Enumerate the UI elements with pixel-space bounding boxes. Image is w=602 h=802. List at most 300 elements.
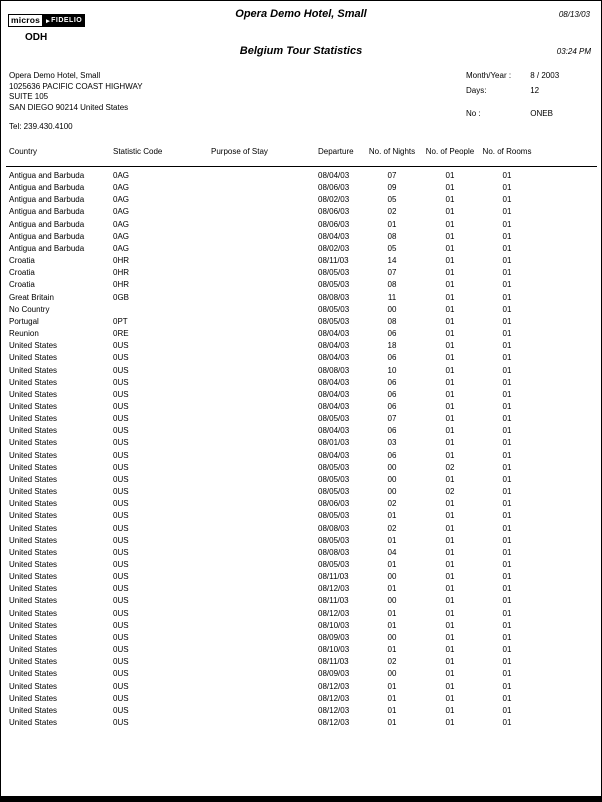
- table-row: [9, 194, 534, 206]
- cell-no-of-nights: 10: [387, 365, 397, 375]
- cell-no-of-rooms: 01: [502, 219, 512, 229]
- cell-statistic-code: 0US: [113, 389, 129, 399]
- cell-no-of-people: 01: [445, 377, 455, 387]
- cell-no-of-rooms: 01: [502, 645, 512, 655]
- cell-country: United States: [9, 365, 58, 375]
- cell-departure: 08/12/03: [318, 693, 350, 703]
- cell-departure: 08/05/03: [318, 280, 350, 290]
- days-label: Days:: [466, 86, 487, 95]
- col-header-purpose-of-stay: Purpose of Stay: [211, 147, 268, 156]
- cell-no-of-people: 01: [445, 450, 455, 460]
- table-row: [9, 705, 534, 717]
- cell-no-of-rooms: 01: [502, 462, 512, 472]
- cell-country: United States: [9, 693, 58, 703]
- cell-purpose-of-stay: [211, 632, 318, 644]
- property-address-line1: 1025636 PACIFIC COAST HIGHWAY: [9, 81, 143, 91]
- cell-no-of-people: 01: [445, 499, 455, 509]
- cell-departure: 08/08/03: [318, 523, 350, 533]
- cell-country: United States: [9, 535, 58, 545]
- cell-statistic-code: 0US: [113, 705, 129, 715]
- cell-no-of-people: 01: [445, 329, 455, 339]
- cell-departure: 08/04/03: [318, 426, 350, 436]
- cell-no-of-people: 01: [445, 207, 455, 217]
- cell-purpose-of-stay: [211, 170, 318, 182]
- cell-country: Antigua and Barbuda: [9, 171, 85, 180]
- cell-country: United States: [9, 438, 58, 448]
- cell-no-of-rooms: 01: [502, 329, 512, 339]
- cell-no-of-nights: 07: [387, 171, 397, 180]
- cell-statistic-code: 0AG: [113, 195, 130, 205]
- cell-no-of-rooms: 01: [502, 693, 512, 703]
- print-time: 03:24 PM: [556, 47, 591, 56]
- table-row: [9, 425, 534, 437]
- cell-no-of-people: 02: [445, 462, 455, 472]
- cell-no-of-nights: 08: [387, 280, 397, 290]
- cell-country: Antigua and Barbuda: [9, 243, 85, 253]
- cell-statistic-code: 0US: [113, 632, 129, 642]
- cell-statistic-code: 0US: [113, 547, 129, 557]
- cell-country: United States: [9, 547, 58, 557]
- cell-purpose-of-stay: [211, 401, 318, 413]
- cell-no-of-people: 01: [445, 195, 455, 205]
- cell-no-of-nights: 06: [387, 450, 397, 460]
- cell-no-of-nights: 00: [387, 304, 397, 314]
- cell-statistic-code: 0AG: [113, 231, 130, 241]
- table-row: [9, 474, 534, 486]
- cell-purpose-of-stay: [211, 547, 318, 559]
- cell-country: United States: [9, 572, 58, 582]
- cell-departure: 08/04/03: [318, 450, 350, 460]
- cell-statistic-code: 0PT: [113, 316, 128, 326]
- cell-country: Croatia: [9, 256, 35, 266]
- cell-purpose-of-stay: [211, 365, 318, 377]
- month-year-label: Month/Year :: [466, 71, 512, 80]
- cell-no-of-people: 02: [445, 487, 455, 497]
- cell-statistic-code: 0US: [113, 365, 129, 375]
- cell-purpose-of-stay: [211, 462, 318, 474]
- cell-statistic-code: 0US: [113, 462, 129, 472]
- table-header-row: [9, 147, 534, 156]
- table-row: [9, 523, 534, 535]
- cell-purpose-of-stay: [211, 668, 318, 680]
- cell-departure: 08/12/03: [318, 705, 350, 715]
- table-row: [9, 328, 534, 340]
- cell-departure: 08/04/03: [318, 389, 350, 399]
- cell-country: No Country: [9, 304, 50, 314]
- hotel-title: Opera Demo Hotel, Small: [235, 8, 367, 20]
- cell-no-of-nights: 00: [387, 596, 397, 606]
- cell-no-of-nights: 01: [387, 681, 397, 691]
- cell-purpose-of-stay: [211, 425, 318, 437]
- cell-purpose-of-stay: [211, 206, 318, 218]
- table-row: [9, 668, 534, 680]
- cell-purpose-of-stay: [211, 486, 318, 498]
- cell-no-of-rooms: 01: [502, 511, 512, 521]
- cell-no-of-nights: 02: [387, 207, 397, 217]
- cell-no-of-rooms: 01: [502, 632, 512, 642]
- cell-no-of-nights: 09: [387, 183, 397, 193]
- cell-statistic-code: 0US: [113, 341, 129, 351]
- cell-departure: 08/05/03: [318, 487, 350, 497]
- cell-no-of-people: 01: [445, 718, 455, 728]
- col-header-no-of-people: No. of People: [425, 147, 475, 156]
- cell-statistic-code: 0US: [113, 377, 129, 387]
- fidelio-logo-text: FIDELIO: [51, 17, 83, 24]
- cell-no-of-rooms: 01: [502, 523, 512, 533]
- cell-no-of-nights: 00: [387, 632, 397, 642]
- cell-departure: 08/06/03: [318, 499, 350, 509]
- cell-statistic-code: 0US: [113, 596, 129, 606]
- cell-departure: 08/06/03: [318, 207, 350, 217]
- cell-no-of-people: 01: [445, 669, 455, 679]
- cell-country: United States: [9, 608, 58, 618]
- cell-no-of-nights: 06: [387, 329, 397, 339]
- cell-country: United States: [9, 487, 58, 497]
- cell-statistic-code: 0GB: [113, 292, 130, 302]
- cell-purpose-of-stay: [211, 644, 318, 656]
- cell-no-of-nights: 06: [387, 426, 397, 436]
- cell-country: United States: [9, 596, 58, 606]
- cell-country: Croatia: [9, 268, 35, 278]
- cell-statistic-code: 0US: [113, 487, 129, 497]
- cell-no-of-rooms: 01: [502, 377, 512, 387]
- cell-no-of-people: 01: [445, 523, 455, 533]
- cell-no-of-nights: 02: [387, 499, 397, 509]
- table-row: [9, 170, 534, 182]
- cell-country: United States: [9, 426, 58, 436]
- cell-no-of-rooms: 01: [502, 438, 512, 448]
- cell-no-of-nights: 01: [387, 584, 397, 594]
- cell-no-of-rooms: 01: [502, 450, 512, 460]
- cell-no-of-rooms: 01: [502, 608, 512, 618]
- table-row: [9, 498, 534, 510]
- cell-no-of-people: 01: [445, 231, 455, 241]
- cell-statistic-code: 0HR: [113, 280, 130, 290]
- cell-departure: 08/01/03: [318, 438, 350, 448]
- table-row: [9, 681, 534, 693]
- col-header-country: Country: [9, 147, 38, 156]
- cell-no-of-people: 01: [445, 353, 455, 363]
- cell-purpose-of-stay: [211, 510, 318, 522]
- cell-no-of-people: 01: [445, 365, 455, 375]
- cell-country: Antigua and Barbuda: [9, 207, 85, 217]
- cell-purpose-of-stay: [211, 316, 318, 328]
- cell-country: United States: [9, 377, 58, 387]
- cell-no-of-people: 01: [445, 256, 455, 266]
- cell-country: United States: [9, 669, 58, 679]
- cell-country: Antigua and Barbuda: [9, 183, 85, 193]
- cell-no-of-nights: 01: [387, 219, 397, 229]
- cell-no-of-rooms: 01: [502, 718, 512, 728]
- cell-departure: 08/11/03: [318, 256, 349, 266]
- cell-no-of-rooms: 01: [502, 426, 512, 436]
- cell-purpose-of-stay: [211, 292, 318, 304]
- cell-purpose-of-stay: [211, 474, 318, 486]
- cell-no-of-people: 01: [445, 183, 455, 193]
- cell-no-of-nights: 06: [387, 377, 397, 387]
- cell-purpose-of-stay: [211, 681, 318, 693]
- cell-no-of-nights: 08: [387, 231, 397, 241]
- table-row: [9, 316, 534, 328]
- cell-departure: 08/05/03: [318, 560, 350, 569]
- cell-statistic-code: 0US: [113, 401, 129, 411]
- cell-departure: 08/04/03: [318, 329, 350, 339]
- cell-no-of-nights: 01: [387, 608, 397, 618]
- cell-departure: 08/10/03: [318, 645, 350, 655]
- micros-logo-text: micros: [8, 14, 43, 27]
- cell-statistic-code: 0US: [113, 645, 129, 655]
- cell-purpose-of-stay: [211, 352, 318, 364]
- cell-no-of-rooms: 01: [502, 231, 512, 241]
- cell-statistic-code: 0US: [113, 474, 129, 484]
- cell-no-of-nights: 01: [387, 693, 397, 703]
- cell-no-of-people: 01: [445, 474, 455, 484]
- cell-purpose-of-stay: [211, 279, 318, 291]
- cell-departure: 08/04/03: [318, 231, 350, 241]
- cell-statistic-code: 0US: [113, 657, 129, 667]
- cell-no-of-rooms: 01: [502, 535, 512, 545]
- table-row: [9, 279, 534, 291]
- cell-no-of-rooms: 01: [502, 669, 512, 679]
- cell-departure: 08/05/03: [318, 316, 350, 326]
- cell-country: Croatia: [9, 280, 35, 290]
- cell-no-of-people: 01: [445, 219, 455, 229]
- cell-statistic-code: 0HR: [113, 256, 130, 266]
- cell-statistic-code: 0US: [113, 620, 129, 630]
- cell-country: Antigua and Barbuda: [9, 231, 85, 241]
- cell-purpose-of-stay: [211, 304, 318, 316]
- cell-departure: 08/05/03: [318, 414, 350, 424]
- cell-country: United States: [9, 499, 58, 509]
- table-row: [9, 608, 534, 620]
- cell-departure: 08/06/03: [318, 219, 350, 229]
- cell-purpose-of-stay: [211, 717, 318, 729]
- table-row: [9, 450, 534, 462]
- cell-statistic-code: 0HR: [113, 268, 130, 278]
- table-row: [9, 437, 534, 449]
- cell-statistic-code: 0AG: [113, 207, 130, 217]
- no-label: No :: [466, 109, 481, 118]
- cell-no-of-people: 01: [445, 645, 455, 655]
- cell-no-of-rooms: 01: [502, 560, 512, 569]
- cell-no-of-people: 01: [445, 535, 455, 545]
- cell-country: United States: [9, 681, 58, 691]
- cell-statistic-code: 0AG: [113, 243, 130, 253]
- cell-no-of-rooms: 01: [502, 365, 512, 375]
- cell-no-of-nights: 07: [387, 414, 397, 424]
- cell-departure: 08/08/03: [318, 547, 350, 557]
- cell-no-of-nights: 02: [387, 523, 397, 533]
- table-row: [9, 644, 534, 656]
- cell-country: United States: [9, 560, 58, 569]
- filter-month-year: [466, 71, 559, 80]
- cell-no-of-people: 01: [445, 401, 455, 411]
- header-divider-line: [6, 166, 597, 167]
- cell-statistic-code: 0US: [113, 669, 129, 679]
- col-header-no-of-rooms: No. of Rooms: [482, 147, 532, 156]
- cell-departure: 08/04/03: [318, 341, 350, 351]
- cell-statistic-code: 0US: [113, 438, 129, 448]
- cell-statistic-code: 0US: [113, 426, 129, 436]
- cell-no-of-people: 01: [445, 511, 455, 521]
- cell-purpose-of-stay: [211, 243, 318, 255]
- table-row: [9, 267, 534, 279]
- property-telephone: Tel: 239.430.4100: [9, 122, 73, 131]
- cell-no-of-rooms: 01: [502, 596, 512, 606]
- cell-purpose-of-stay: [211, 608, 318, 620]
- cell-no-of-people: 01: [445, 389, 455, 399]
- cell-no-of-nights: 14: [387, 256, 397, 266]
- cell-no-of-nights: 04: [387, 547, 397, 557]
- cell-departure: 08/05/03: [318, 511, 350, 521]
- cell-purpose-of-stay: [211, 413, 318, 425]
- cell-no-of-nights: 03: [387, 438, 397, 448]
- cell-no-of-rooms: 01: [502, 657, 512, 667]
- cell-no-of-rooms: 01: [502, 353, 512, 363]
- logo-arrow-icon: ▸: [46, 17, 51, 25]
- cell-no-of-rooms: 01: [502, 195, 512, 205]
- cell-purpose-of-stay: [211, 340, 318, 352]
- table-row: [9, 352, 534, 364]
- table-row: [9, 693, 534, 705]
- cell-no-of-nights: 08: [387, 316, 397, 326]
- page-bottom-bar: [1, 796, 601, 801]
- table-row: [9, 340, 534, 352]
- cell-country: United States: [9, 632, 58, 642]
- cell-no-of-rooms: 01: [502, 268, 512, 278]
- cell-purpose-of-stay: [211, 267, 318, 279]
- cell-purpose-of-stay: [211, 693, 318, 705]
- cell-purpose-of-stay: [211, 194, 318, 206]
- cell-purpose-of-stay: [211, 498, 318, 510]
- cell-purpose-of-stay: [211, 231, 318, 243]
- cell-purpose-of-stay: [211, 705, 318, 717]
- property-address-line2: SUITE 105: [9, 92, 49, 101]
- cell-purpose-of-stay: [211, 255, 318, 267]
- table-row: [9, 547, 534, 559]
- table-row: [9, 595, 534, 607]
- cell-statistic-code: 0US: [113, 572, 129, 582]
- cell-no-of-people: 01: [445, 620, 455, 630]
- cell-no-of-rooms: 01: [502, 547, 512, 557]
- cell-no-of-people: 01: [445, 693, 455, 703]
- cell-departure: 08/04/03: [318, 377, 350, 387]
- cell-no-of-rooms: 01: [502, 304, 512, 314]
- table-row: [9, 656, 534, 668]
- cell-country: United States: [9, 511, 58, 521]
- cell-purpose-of-stay: [211, 559, 318, 571]
- table-row: [9, 182, 534, 194]
- cell-departure: 08/09/03: [318, 669, 350, 679]
- cell-no-of-rooms: 01: [502, 171, 512, 180]
- cell-no-of-nights: 01: [387, 620, 397, 630]
- cell-no-of-nights: 00: [387, 474, 397, 484]
- cell-no-of-people: 01: [445, 705, 455, 715]
- cell-statistic-code: 0US: [113, 499, 129, 509]
- cell-purpose-of-stay: [211, 523, 318, 535]
- cell-departure: 08/04/03: [318, 401, 350, 411]
- cell-country: United States: [9, 401, 58, 411]
- cell-country: United States: [9, 414, 58, 424]
- cell-no-of-nights: 00: [387, 669, 397, 679]
- cell-country: United States: [9, 718, 58, 728]
- cell-statistic-code: 0US: [113, 560, 129, 569]
- col-header-no-of-nights: No. of Nights: [368, 147, 416, 156]
- cell-country: United States: [9, 657, 58, 667]
- cell-country: United States: [9, 705, 58, 715]
- cell-no-of-people: 01: [445, 608, 455, 618]
- cell-country: Antigua and Barbuda: [9, 195, 85, 205]
- col-header-departure: Departure: [318, 147, 354, 156]
- table-row: [9, 389, 534, 401]
- cell-no-of-rooms: 01: [502, 681, 512, 691]
- cell-purpose-of-stay: [211, 328, 318, 340]
- cell-no-of-nights: 00: [387, 487, 397, 497]
- cell-country: United States: [9, 474, 58, 484]
- cell-no-of-nights: 01: [387, 705, 397, 715]
- cell-no-of-nights: 00: [387, 572, 397, 582]
- cell-no-of-people: 01: [445, 304, 455, 314]
- cell-purpose-of-stay: [211, 450, 318, 462]
- cell-no-of-nights: 18: [387, 341, 397, 351]
- cell-purpose-of-stay: [211, 620, 318, 632]
- cell-no-of-rooms: 01: [502, 572, 512, 582]
- cell-country: United States: [9, 523, 58, 533]
- cell-country: United States: [9, 462, 58, 472]
- cell-no-of-rooms: 01: [502, 499, 512, 509]
- print-date: 08/13/03: [558, 10, 590, 19]
- cell-no-of-nights: 06: [387, 401, 397, 411]
- cell-no-of-rooms: 01: [502, 584, 512, 594]
- cell-no-of-rooms: 01: [502, 183, 512, 193]
- cell-country: Portugal: [9, 316, 39, 326]
- table-row: [9, 620, 534, 632]
- cell-no-of-rooms: 01: [502, 316, 512, 326]
- cell-country: Antigua and Barbuda: [9, 219, 85, 229]
- cell-no-of-nights: 06: [387, 389, 397, 399]
- cell-no-of-rooms: 01: [502, 292, 512, 302]
- cell-no-of-people: 01: [445, 268, 455, 278]
- cell-no-of-people: 01: [445, 547, 455, 557]
- property-name: Opera Demo Hotel, Small: [9, 71, 101, 80]
- cell-no-of-people: 01: [445, 657, 455, 667]
- cell-statistic-code: 0US: [113, 450, 129, 460]
- cell-departure: 08/05/03: [318, 268, 350, 278]
- cell-statistic-code: 0AG: [113, 171, 130, 180]
- cell-purpose-of-stay: [211, 656, 318, 668]
- cell-departure: 08/11/03: [318, 572, 349, 582]
- filter-days: [466, 86, 539, 95]
- cell-statistic-code: 0AG: [113, 183, 130, 193]
- cell-purpose-of-stay: [211, 583, 318, 595]
- cell-departure: 08/12/03: [318, 584, 350, 594]
- cell-no-of-people: 01: [445, 243, 455, 253]
- table-row: [9, 571, 534, 583]
- report-title: Belgium Tour Statistics: [239, 45, 363, 57]
- table-row: [9, 304, 534, 316]
- cell-no-of-people: 01: [445, 316, 455, 326]
- cell-statistic-code: 0US: [113, 523, 129, 533]
- cell-departure: 08/12/03: [318, 681, 350, 691]
- cell-departure: 08/04/03: [318, 171, 350, 180]
- cell-no-of-people: 01: [445, 280, 455, 290]
- cell-no-of-rooms: 01: [502, 341, 512, 351]
- days-value: 12: [530, 86, 540, 95]
- cell-no-of-nights: 06: [387, 353, 397, 363]
- cell-no-of-nights: 05: [387, 243, 397, 253]
- cell-departure: 08/06/03: [318, 183, 350, 193]
- cell-no-of-people: 01: [445, 292, 455, 302]
